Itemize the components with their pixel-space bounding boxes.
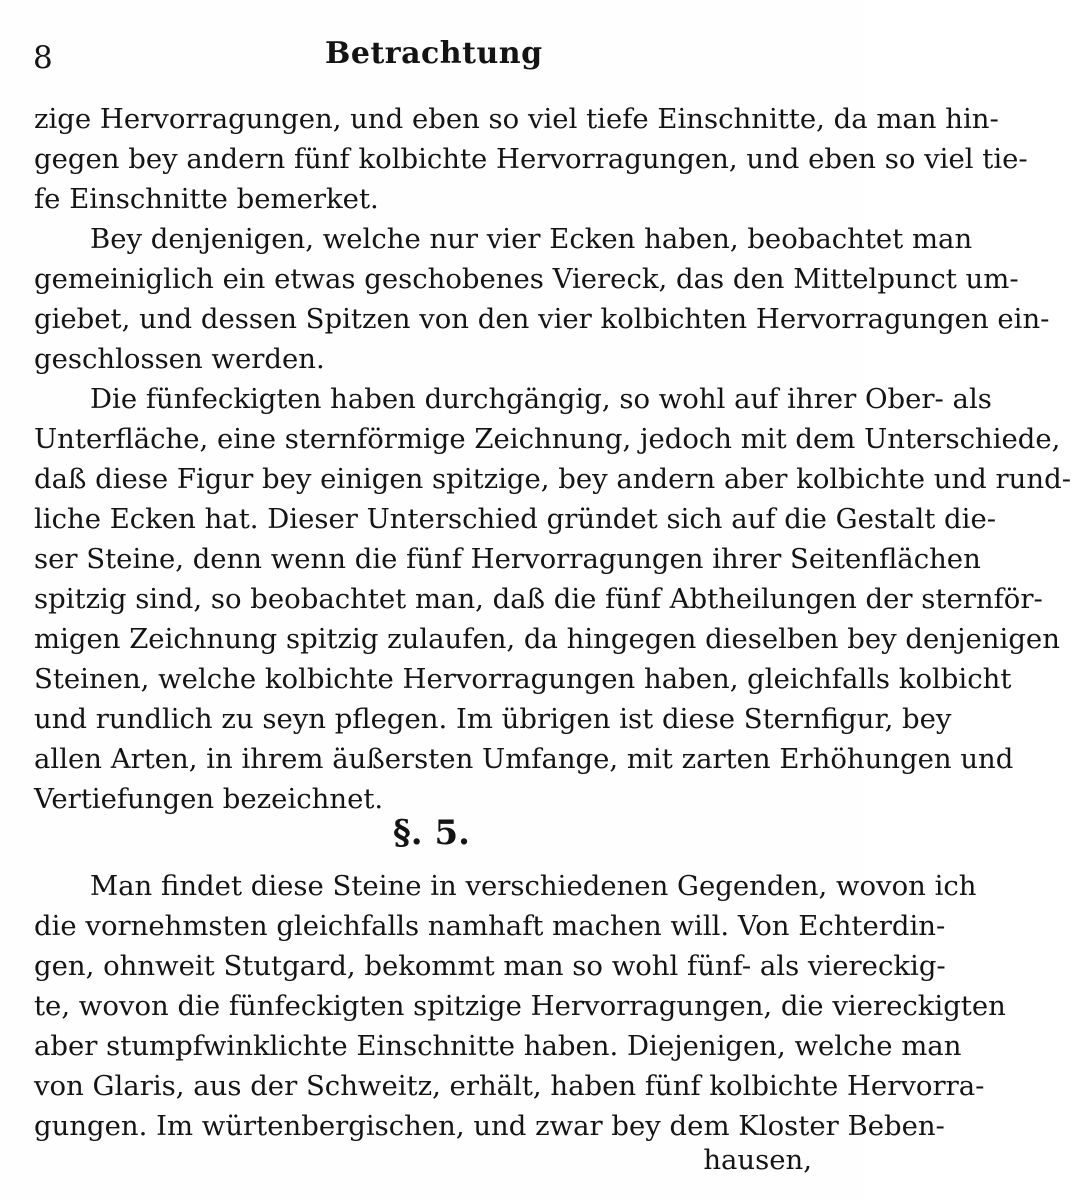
- catchword: hausen,: [703, 1144, 812, 1176]
- text-line: gegen bey andern fünf kolbichte Hervorragungen, und eben so viel tie-: [34, 143, 1028, 175]
- text-line: migen Zeichnung spitzig zulaufen, da hingegen dieselben bey denjenigen: [34, 623, 1060, 655]
- text-line: gen, ohnweit Stutgard, bekommt man so wohl fünf- als viereckig-: [34, 950, 946, 982]
- text-line: zige Hervorragungen, und eben so viel tiefe Einschnitte, da man hin-: [34, 103, 999, 135]
- text-line: Steinen, welche kolbichte Hervorragungen haben, gleichfalls kolbicht: [34, 663, 1012, 695]
- text-line: Man findet diese Steine in verschiedenen Gegenden, wovon ich: [90, 870, 977, 902]
- text-line: fe Einschnitte bemerket.: [34, 183, 379, 215]
- text-line: liche Ecken hat. Dieser Unterschied gründet sich auf die Gestalt die-: [34, 503, 997, 535]
- text-line: Bey denjenigen, welche nur vier Ecken haben, beobachtet man: [90, 223, 973, 255]
- text-line: gemeiniglich ein etwas geschobenes Viereck, das den Mittelpunct um-: [34, 263, 1019, 295]
- text-line: giebet, und dessen Spitzen von den vier kolbichten Hervorragungen ein-: [34, 303, 1050, 335]
- text-line: Unterfläche, eine sternförmige Zeichnung, jedoch mit dem Unterschiede,: [34, 423, 1061, 455]
- text-line: die vornehmsten gleichfalls namhaft machen will. Von Echterdin-: [34, 910, 946, 942]
- text-line: und rundlich zu seyn pflegen. Im übrigen ist diese Sternfigur, bey: [34, 703, 952, 735]
- text-line: spitzig sind, so beobachtet man, daß die fünf Abtheilungen der sternför-: [34, 583, 1043, 615]
- text-line: Vertiefungen bezeichnet.: [34, 783, 384, 815]
- text-line: te, wovon die fünfeckigten spitzige Hervorragungen, die viereckigten: [34, 990, 1006, 1022]
- text-line: ser Steine, denn wenn die fünf Hervorragungen ihrer Seitenflächen: [34, 543, 981, 575]
- text-line: Die fünfeckigten haben durchgängig, so wohl auf ihrer Ober- als: [90, 383, 992, 415]
- section-heading: §. 5.: [393, 813, 470, 853]
- text-line: allen Arten, in ihrem äußersten Umfange, mit zarten Erhöhungen und: [34, 743, 1014, 775]
- running-head: Betrachtung: [325, 36, 543, 71]
- text-line: aber stumpfwinklichte Einschnitte haben. Diejenigen, welche man: [34, 1030, 962, 1062]
- text-line: von Glaris, aus der Schweitz, erhält, haben fünf kolbichte Hervorra-: [34, 1070, 985, 1102]
- text-line: gungen. Im würtenbergischen, und zwar bey dem Kloster Beben-: [34, 1110, 945, 1142]
- text-line: daß diese Figur bey einigen spitzige, bey andern aber kolbichte und rund-: [34, 463, 1071, 495]
- page-number: 8: [33, 40, 53, 76]
- text-line: geschlossen werden.: [34, 343, 325, 375]
